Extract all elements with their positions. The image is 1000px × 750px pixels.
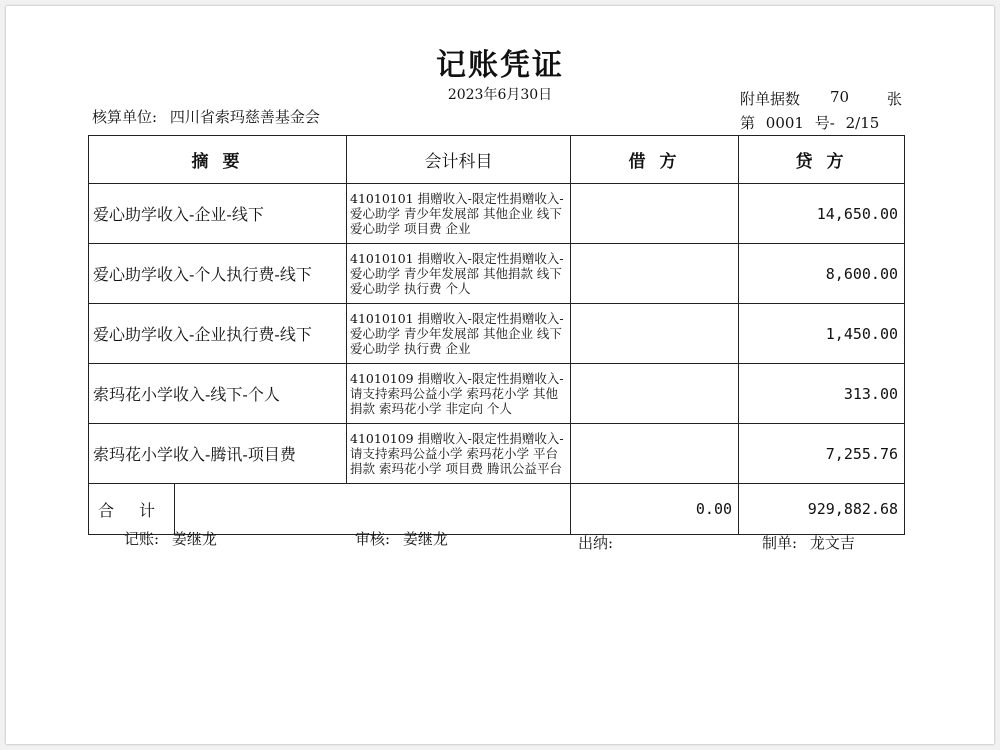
attachment-unit: 张 bbox=[886, 90, 902, 108]
accounting-unit-name: 四川省索玛慈善基金会 bbox=[169, 108, 320, 126]
accounting-unit-label: 核算单位: bbox=[92, 108, 158, 126]
bookkeeper-signature bbox=[124, 528, 217, 549]
total-blank bbox=[175, 484, 571, 535]
row-credit: 14,650.00 bbox=[739, 184, 905, 244]
row-debit bbox=[571, 364, 739, 424]
attachment-number: 70 bbox=[830, 88, 850, 106]
total-credit: 929,882.68 bbox=[739, 484, 905, 535]
preparer-name: 龙文吉 bbox=[809, 534, 855, 552]
voucher-title: 记账凭证 bbox=[436, 48, 564, 83]
row-debit bbox=[571, 184, 739, 244]
header-account: 会计科目 bbox=[347, 136, 571, 184]
row-credit: 7,255.76 bbox=[739, 424, 905, 484]
reviewer-label: 审核: bbox=[355, 530, 391, 548]
table-row bbox=[89, 304, 905, 364]
voucher-date: 2023年6月30日 bbox=[447, 87, 553, 103]
row-account: 41010101 捐赠收入-限定性捐赠收入-爱心助学 青少年发展部 其他企业 线下爱心助学 执行费 企业 bbox=[347, 304, 571, 364]
table-row bbox=[89, 424, 905, 484]
reviewer-name: 姜继龙 bbox=[402, 530, 448, 548]
header-debit: 借 方 bbox=[571, 136, 739, 184]
table-row bbox=[89, 364, 905, 424]
table-row bbox=[89, 184, 905, 244]
row-account: 41010109 捐赠收入-限定性捐赠收入-请支持索玛公益小学 索玛花小学 其他捐款 索玛花小学 非定向 个人 bbox=[347, 364, 571, 424]
row-account: 41010109 捐赠收入-限定性捐赠收入-请支持索玛公益小学 索玛花小学 平台捐款 索玛花小学 项目费 腾讯公益平台 bbox=[347, 424, 571, 484]
attachment-count bbox=[740, 88, 902, 109]
row-debit bbox=[571, 244, 739, 304]
voucher-number-suffix: 号- bbox=[814, 114, 835, 132]
voucher-number-prefix: 第 bbox=[740, 114, 756, 132]
header-row bbox=[89, 136, 905, 184]
cashier-signature bbox=[578, 532, 621, 553]
preparer-label: 制单: bbox=[762, 534, 798, 552]
cashier-label: 出纳: bbox=[578, 534, 614, 552]
row-summary: 索玛花小学收入-腾讯-项目费 bbox=[89, 424, 347, 484]
header-summary: 摘 要 bbox=[89, 136, 347, 184]
row-credit: 313.00 bbox=[739, 364, 905, 424]
row-debit bbox=[571, 304, 739, 364]
voucher-table bbox=[88, 135, 905, 535]
row-summary: 爱心助学收入-企业-线下 bbox=[89, 184, 347, 244]
row-summary: 爱心助学收入-个人执行费-线下 bbox=[89, 244, 347, 304]
accounting-unit bbox=[92, 106, 320, 127]
bookkeeper-name: 姜继龙 bbox=[171, 530, 217, 548]
total-label: 合 计 bbox=[89, 484, 175, 535]
row-credit: 1,450.00 bbox=[739, 304, 905, 364]
row-credit: 8,600.00 bbox=[739, 244, 905, 304]
voucher-number-value: 0001 bbox=[765, 114, 804, 132]
preparer-signature bbox=[762, 532, 855, 553]
row-account: 41010101 捐赠收入-限定性捐赠收入-爱心助学 青少年发展部 其他捐款 线下爱心助学 执行费 个人 bbox=[347, 244, 571, 304]
row-account: 41010101 捐赠收入-限定性捐赠收入-爱心助学 青少年发展部 其他企业 线下爱心助学 项目费 企业 bbox=[347, 184, 571, 244]
row-debit bbox=[571, 424, 739, 484]
attachment-label: 附单据数 bbox=[740, 90, 801, 108]
row-summary: 爱心助学收入-企业执行费-线下 bbox=[89, 304, 347, 364]
total-debit: 0.00 bbox=[571, 484, 739, 535]
voucher-page-number: 2/15 bbox=[845, 114, 880, 132]
row-summary: 索玛花小学收入-线下-个人 bbox=[89, 364, 347, 424]
header-credit: 贷 方 bbox=[739, 136, 905, 184]
bookkeeper-label: 记账: bbox=[124, 530, 160, 548]
voucher-number bbox=[740, 112, 879, 133]
table-row bbox=[89, 244, 905, 304]
total-row bbox=[89, 484, 905, 535]
reviewer-signature bbox=[355, 528, 448, 549]
